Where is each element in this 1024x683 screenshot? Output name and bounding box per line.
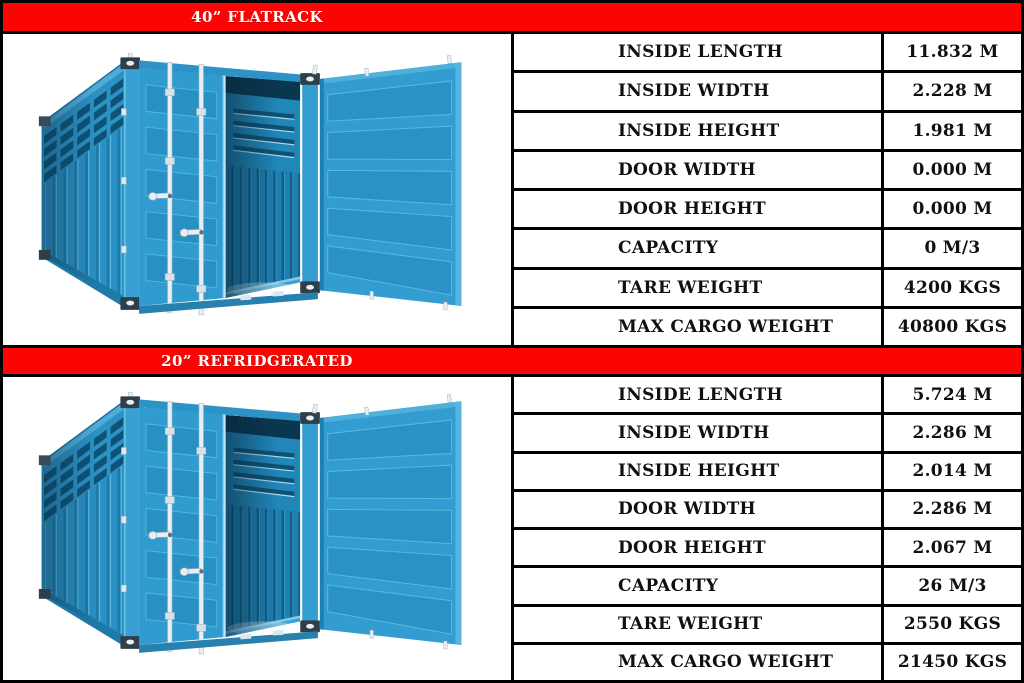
spec-label: INSIDE WIDTH	[514, 415, 881, 450]
spec-label: DOOR HEIGHT	[514, 191, 881, 227]
spec-label: DOOR WIDTH	[514, 492, 881, 527]
spec-value: 11.832 M	[884, 34, 1021, 70]
section-body-refrigerated	[3, 377, 1021, 680]
spec-value: 5.724 M	[884, 377, 1021, 412]
spec-label: INSIDE WIDTH	[514, 73, 881, 109]
spec-value: 4200 KGS	[884, 270, 1021, 306]
shipping-container-illustration	[31, 49, 483, 335]
spec-value: 0 M/3	[884, 230, 1021, 266]
spec-value: 0.000 M	[884, 191, 1021, 227]
spec-value: 21450 KGS	[884, 645, 1021, 680]
spec-value: 40800 KGS	[884, 309, 1021, 345]
shipping-container-illustration	[31, 388, 483, 674]
spec-label: INSIDE HEIGHT	[514, 454, 881, 489]
spec-label: INSIDE HEIGHT	[514, 113, 881, 149]
section-title-refrigerated: 20” REFRIDGERATED	[161, 352, 353, 370]
spec-label: TARE WEIGHT	[514, 607, 881, 642]
spec-label: TARE WEIGHT	[514, 270, 881, 306]
spec-table-flatrack	[514, 34, 1021, 345]
spec-value: 2.014 M	[884, 454, 1021, 489]
spec-table-refrigerated	[514, 377, 1021, 680]
section-header-flatrack	[3, 3, 1021, 31]
spec-value: 2.286 M	[884, 415, 1021, 450]
spec-label: DOOR HEIGHT	[514, 530, 881, 565]
spec-value: 26 M/3	[884, 568, 1021, 603]
spec-label: CAPACITY	[514, 230, 881, 266]
container-image-cell-flatrack	[3, 34, 511, 345]
spec-label: INSIDE LENGTH	[514, 34, 881, 70]
spec-label: MAX CARGO WEIGHT	[514, 645, 881, 680]
spec-label: CAPACITY	[514, 568, 881, 603]
spec-label: DOOR WIDTH	[514, 152, 881, 188]
spec-value: 2550 KGS	[884, 607, 1021, 642]
spec-value: 2.067 M	[884, 530, 1021, 565]
section-title-flatrack: 40” FLATRACK	[191, 8, 323, 26]
section-body-flatrack	[3, 34, 1021, 345]
spec-value: 2.286 M	[884, 492, 1021, 527]
section-header-refrigerated	[3, 348, 1021, 374]
spec-label: INSIDE LENGTH	[514, 377, 881, 412]
spec-label: MAX CARGO WEIGHT	[514, 309, 881, 345]
container-image-cell-refrigerated	[3, 377, 511, 680]
spec-value: 1.981 M	[884, 113, 1021, 149]
spec-value: 0.000 M	[884, 152, 1021, 188]
spec-value: 2.228 M	[884, 73, 1021, 109]
